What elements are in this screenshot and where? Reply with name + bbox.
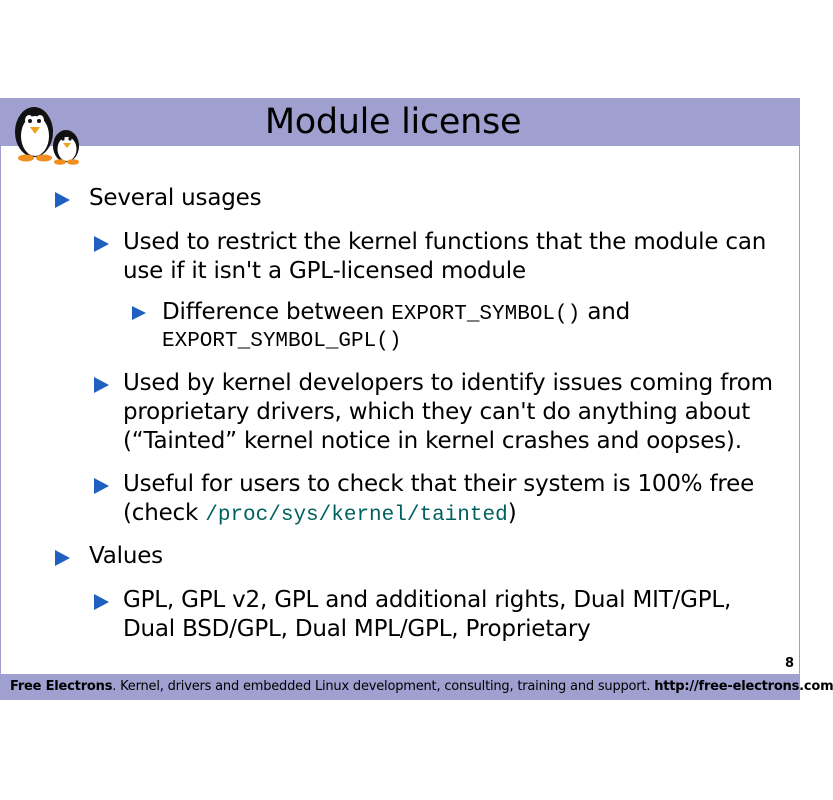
footer-url: http://free-electrons.com bbox=[654, 679, 833, 694]
bullet-difference-line-1 bbox=[162, 298, 630, 329]
slide bbox=[0, 98, 833, 700]
bullet-values: Values bbox=[89, 543, 163, 569]
bullet-restrict-line-2: use if it isn't a GPL-licensed module bbox=[123, 258, 526, 284]
check-text: (check bbox=[123, 500, 206, 526]
bullet-developers-line-2: proprietary drivers, which they can't do anything about bbox=[123, 399, 751, 425]
triangle-bullet-icon bbox=[94, 594, 109, 610]
triangle-bullet-icon bbox=[132, 306, 146, 320]
triangle-bullet-icon bbox=[55, 192, 70, 208]
export-symbol-gpl-code: EXPORT_SYMBOL_GPL() bbox=[162, 330, 402, 353]
bullet-developers-line-1: Used by kernel developers to identify issues coming from bbox=[123, 370, 773, 396]
export-symbol-code: EXPORT_SYMBOL() bbox=[391, 303, 581, 326]
difference-text: Difference between bbox=[162, 299, 392, 325]
slide-title: Module license bbox=[264, 102, 522, 142]
close-paren-text: ) bbox=[507, 500, 517, 526]
triangle-bullet-icon bbox=[94, 236, 109, 252]
slide-body bbox=[0, 98, 800, 674]
tainted-path-code: /proc/sys/kernel/tainted bbox=[205, 504, 508, 527]
bullet-users-line-2 bbox=[123, 499, 516, 530]
bullet-restrict-line-1: Used to restrict the kernel functions that the module can bbox=[123, 229, 767, 255]
footer-brand: Free Electrons bbox=[10, 679, 113, 694]
bullet-values-list-line-2: Dual BSD/GPL, Dual MPL/GPL, Proprietary bbox=[123, 616, 591, 642]
footer-text: . Kernel, drivers and embedded Linux development, consulting, training and support. bbox=[112, 679, 655, 694]
and-text: and bbox=[580, 299, 631, 325]
bullet-developers-line-3: (“Tainted” kernel notice in kernel crashes and oopses). bbox=[123, 428, 742, 454]
footer-bar bbox=[0, 674, 833, 700]
bullet-values-list-line-1: GPL, GPL v2, GPL and additional rights, Dual MIT/GPL, bbox=[123, 587, 732, 613]
page-number: 8 bbox=[784, 656, 794, 671]
bullet-users-line-1: Useful for users to check that their system is 100% free bbox=[123, 471, 755, 497]
bullet-several-usages: Several usages bbox=[89, 185, 262, 211]
triangle-bullet-icon bbox=[94, 478, 109, 494]
triangle-bullet-icon bbox=[55, 550, 70, 566]
triangle-bullet-icon bbox=[94, 377, 109, 393]
